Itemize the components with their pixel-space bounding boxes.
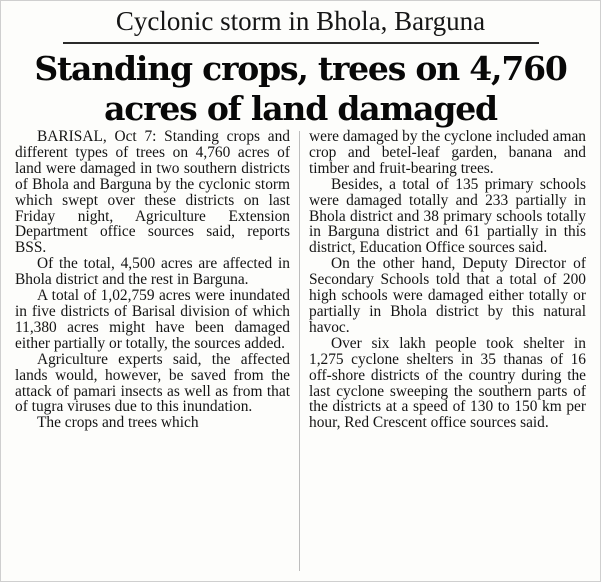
paragraph-dateline: BARISAL, Oct 7: Standing crops and different types of trees on 4,760 acres of land were damaged in two southern districts of Bhola and Barguna by the cyclonic storm which swept over these districts on last Friday night, Agriculture Extension Department office sources said, reports BSS. — [15, 128, 290, 257]
article-column-right — [309, 129, 586, 431]
paragraph: Agriculture experts said, the affected lands would, however, be saved from the attack of pamari insects as well as from that of tugra viruses due to this inundation. — [15, 350, 290, 416]
paragraph: On the other hand, Deputy Director of Secondary Schools told that a total of 200 high schools were damaged either totally or partially in Bhola district by this natural havoc. — [309, 255, 586, 336]
paragraph: Over six lakh people took shelter in 1,275 cyclone shelters in 35 thanas of 16 off-shore districts of the country during the last cyclone sweeping the southern parts of the districts at a speed of 130 to 150 km per hour, Red Crescent office sources said. — [309, 334, 586, 432]
paragraph: Besides, a total of 135 primary schools were damaged totally and 233 partially in Bhola district and 38 primary schools totally in Barguna district and 61 partially in this district, Education Office sources said. — [309, 175, 586, 257]
paragraph: Of the total, 4,500 acres are affected in Bhola district and the rest in Barguna. — [15, 255, 290, 289]
headline-line-2: acres of land damaged — [104, 89, 497, 128]
kicker-headline: Cyclonic storm in Bhola, Barguna — [115, 6, 486, 36]
article-column-left — [15, 129, 290, 431]
paragraph: A total of 1,02,759 acres were inundated in five districts of Barisal division of which 11,380 acres might have been damaged either partially or totally, the sources added. — [15, 287, 290, 352]
headline-line-1: Standing crops, trees on 4,760 — [34, 49, 567, 88]
column-divider — [299, 131, 300, 571]
paragraph: The crops and trees which — [37, 414, 199, 432]
paragraph-continued: were damaged by the cyclone included aman crop and betel-leaf garden, banana and timber and fruit-bearing trees. — [309, 128, 586, 177]
kicker-underline — [63, 42, 539, 44]
